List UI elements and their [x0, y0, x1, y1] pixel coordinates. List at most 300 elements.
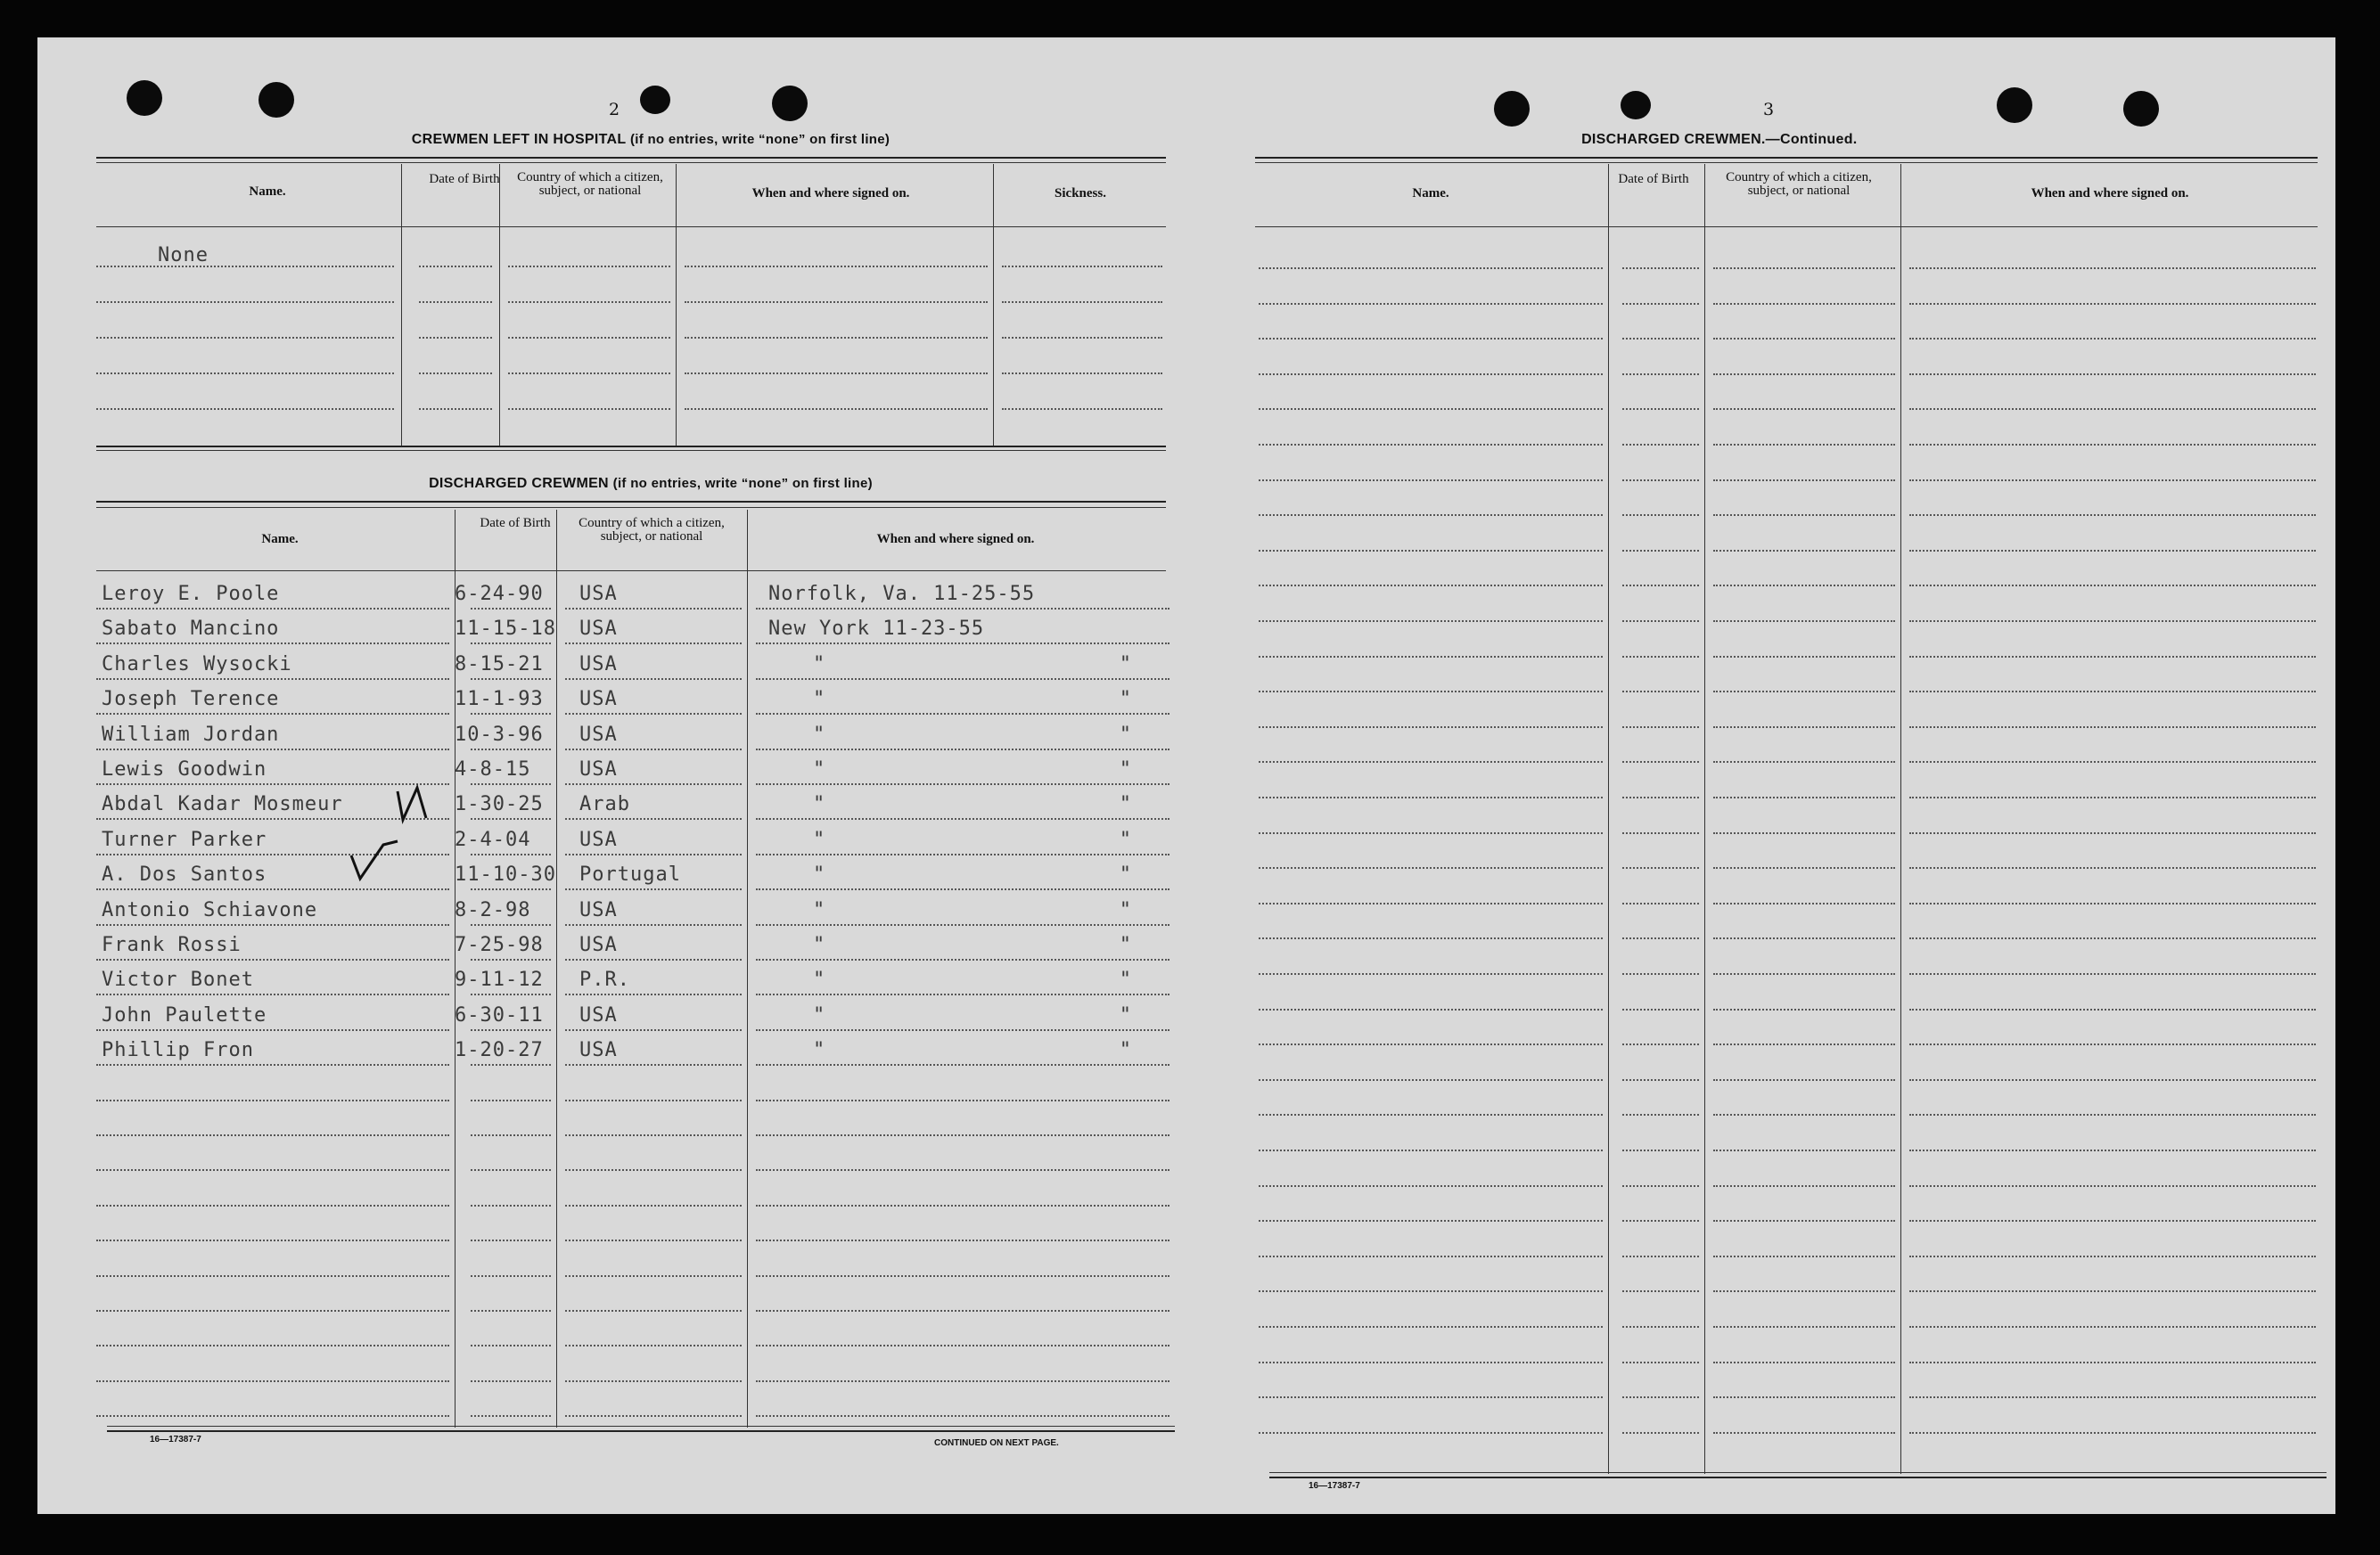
hospital-top-rule	[96, 157, 1166, 159]
crewman-country: USA	[579, 723, 618, 746]
crewman-dob: 10-3-96	[455, 723, 544, 746]
dotted-line	[508, 266, 670, 267]
dotted-line	[756, 888, 1169, 890]
dotted-line	[471, 642, 551, 644]
dotted-line	[1622, 761, 1699, 763]
dotted-line	[1259, 867, 1603, 869]
crewman-signed-on: " "	[813, 688, 1147, 711]
dotted-line	[508, 408, 670, 410]
dotted-line	[471, 888, 551, 890]
dotted-line	[1713, 973, 1895, 975]
dotted-line	[1622, 691, 1699, 692]
right-page-title: DISCHARGED CREWMEN.—Continued.	[1581, 132, 1858, 147]
dotted-line	[1259, 338, 1603, 340]
crewman-dob: 1-20-27	[455, 1039, 544, 1062]
crewman-signed-on: " "	[813, 1039, 1147, 1062]
discharged-bottom-rule	[107, 1426, 1175, 1427]
crewman-country: USA	[579, 898, 618, 921]
dotted-line	[756, 642, 1169, 644]
crewman-signed-on: " "	[813, 828, 1147, 851]
dotted-line	[96, 1240, 449, 1241]
dotted-line	[1713, 1432, 1895, 1434]
discharged-top-rule-2	[96, 507, 1166, 508]
dotted-line	[96, 888, 449, 890]
dotted-line	[1713, 408, 1895, 410]
dotted-line	[96, 1100, 449, 1101]
crewman-signed-on: " "	[813, 898, 1147, 921]
dotted-line	[756, 783, 1169, 785]
dotted-line	[96, 642, 449, 644]
dotted-line	[1622, 867, 1699, 869]
dotted-line	[471, 783, 551, 785]
dotted-line	[1713, 1079, 1895, 1081]
dotted-line	[565, 783, 742, 785]
dotted-line	[1713, 797, 1895, 798]
dotted-line	[1622, 338, 1699, 340]
dotted-line	[471, 1310, 551, 1312]
discharged-top-rule	[96, 501, 1166, 503]
dotted-line	[1259, 267, 1603, 269]
dotted-line	[1259, 479, 1603, 481]
hospital-entry-none: None	[158, 244, 209, 266]
dotted-line	[1713, 937, 1895, 939]
dotted-line	[1909, 1009, 2316, 1011]
hospital-subtitle-text: (if no entries, write “none” on first line)	[629, 132, 890, 147]
right-col-divider	[1704, 164, 1705, 1474]
dotted-line	[1713, 1114, 1895, 1116]
dotted-line	[96, 1134, 449, 1136]
hospital-header-rule	[96, 226, 1166, 227]
dotted-line	[1713, 620, 1895, 622]
right-header-rule	[1255, 226, 2318, 227]
dotted-line	[1259, 373, 1603, 375]
crewman-name: Abdal Kadar Mosmeur	[102, 793, 343, 816]
dotted-line	[565, 1169, 742, 1171]
right-top-rule	[1255, 157, 2318, 159]
dotted-line	[471, 1169, 551, 1171]
dotted-line	[1002, 301, 1162, 303]
crewman-name: Charles Wysocki	[102, 652, 292, 675]
dotted-line	[1259, 903, 1603, 904]
dotted-line	[756, 818, 1169, 820]
continued-note: CONTINUED ON NEXT PAGE.	[934, 1438, 1059, 1448]
dotted-line	[1713, 1009, 1895, 1011]
dotted-line	[471, 749, 551, 750]
crewman-signed-on: " "	[813, 863, 1147, 887]
crewman-dob: 8-15-21	[455, 652, 544, 675]
punch-hole	[1621, 91, 1651, 119]
dotted-line	[756, 959, 1169, 961]
discharged-col-divider	[556, 510, 557, 1428]
right-top-rule-2	[1255, 162, 2318, 163]
dotted-line	[471, 1275, 551, 1277]
right-col-signed: When and where signed on.	[2031, 186, 2189, 201]
dotted-line	[1622, 1043, 1699, 1045]
dotted-line	[565, 1100, 742, 1101]
dotted-line	[565, 1415, 742, 1417]
dotted-line	[471, 1134, 551, 1136]
dotted-line	[1909, 1290, 2316, 1292]
dotted-line	[96, 924, 449, 926]
dotted-line	[1622, 373, 1699, 375]
dotted-line	[471, 854, 551, 855]
dotted-line	[1909, 620, 2316, 622]
dotted-line	[1713, 585, 1895, 586]
hospital-title-text: CREWMEN LEFT IN HOSPITAL	[411, 132, 627, 147]
dotted-line	[756, 1169, 1169, 1171]
dotted-line	[756, 1345, 1169, 1346]
crewman-name: A. Dos Santos	[102, 863, 267, 887]
dotted-line	[1713, 903, 1895, 904]
discharged-header-rule	[96, 570, 1166, 571]
dotted-line	[1622, 973, 1699, 975]
dotted-line	[96, 1310, 449, 1312]
crewman-country: Portugal	[579, 863, 681, 887]
dotted-line	[565, 818, 742, 820]
check-mark-icon	[390, 782, 435, 825]
dotted-line	[756, 1205, 1169, 1207]
dotted-line	[1622, 267, 1699, 269]
punch-hole	[127, 80, 162, 116]
dotted-line	[1259, 1009, 1603, 1011]
dotted-line	[96, 1169, 449, 1171]
dotted-line	[1713, 303, 1895, 305]
dotted-line	[1002, 372, 1162, 374]
punch-hole	[1494, 91, 1530, 127]
dotted-line	[471, 1064, 551, 1066]
dotted-line	[1909, 267, 2316, 269]
dotted-line	[685, 337, 988, 339]
crewman-country: Arab	[579, 793, 630, 816]
dotted-line	[1622, 585, 1699, 586]
dotted-line	[756, 994, 1169, 995]
dotted-line	[1002, 266, 1162, 267]
discharged-col-name: Name.	[261, 532, 299, 546]
dotted-line	[1909, 1185, 2316, 1187]
dotted-line	[1259, 550, 1603, 552]
dotted-line	[756, 1064, 1169, 1066]
dotted-line	[1622, 1326, 1699, 1328]
crewman-dob: 6-24-90	[455, 583, 544, 605]
dotted-line	[1259, 514, 1603, 516]
dotted-line	[471, 959, 551, 961]
dotted-line	[1909, 832, 2316, 834]
dotted-line	[96, 994, 449, 995]
crewman-dob: 7-25-98	[455, 934, 544, 956]
dotted-line	[756, 608, 1169, 610]
form-number-left: 16—17387-7	[150, 1435, 201, 1445]
crewman-signed-on: " "	[813, 652, 1147, 675]
dotted-line	[1259, 691, 1603, 692]
dotted-line	[1259, 726, 1603, 728]
crewman-dob: 11-1-93	[455, 688, 544, 711]
dotted-line	[1259, 1256, 1603, 1257]
hospital-col-divider	[993, 164, 994, 447]
crewman-dob: 9-11-12	[455, 969, 544, 992]
dotted-line	[96, 1415, 449, 1417]
crewman-country: USA	[579, 583, 618, 605]
page-number-left: 2	[609, 100, 620, 119]
dotted-line	[508, 337, 670, 339]
dotted-line	[471, 1240, 551, 1241]
crewman-country: USA	[579, 618, 618, 641]
crewman-name: Lewis Goodwin	[102, 758, 267, 781]
crewman-signed-on: Norfolk, Va. 11-25-55	[768, 583, 1036, 605]
dotted-line	[1259, 1220, 1603, 1222]
punch-hole	[640, 86, 670, 114]
scanned-sheet	[37, 37, 2335, 1514]
hospital-section-title	[134, 132, 1168, 148]
dotted-line	[1713, 656, 1895, 658]
dotted-line	[96, 301, 394, 303]
right-col-divider	[1900, 164, 1901, 1474]
dotted-line	[1259, 1150, 1603, 1151]
discharged-subtitle-text: (if no entries, write “none” on first line)	[612, 476, 873, 491]
right-bottom-rule-2	[1269, 1477, 2327, 1478]
dotted-line	[1713, 444, 1895, 446]
dotted-line	[565, 713, 742, 715]
dotted-line	[1622, 1290, 1699, 1292]
dotted-line	[1713, 267, 1895, 269]
dotted-line	[1713, 867, 1895, 869]
dotted-line	[1622, 937, 1699, 939]
dotted-line	[1713, 1396, 1895, 1398]
dotted-line	[756, 713, 1169, 715]
dotted-line	[96, 408, 394, 410]
dotted-line	[1713, 1326, 1895, 1328]
dotted-line	[1259, 761, 1603, 763]
dotted-line	[1259, 1079, 1603, 1081]
dotted-line	[96, 678, 449, 680]
crewman-country: USA	[579, 1003, 618, 1027]
dotted-line	[419, 266, 492, 267]
dotted-line	[1909, 1114, 2316, 1116]
hospital-col-divider	[401, 164, 402, 447]
dotted-line	[96, 1205, 449, 1207]
discharged-col-signed: When and where signed on.	[876, 532, 1035, 546]
dotted-line	[471, 1345, 551, 1346]
dotted-line	[565, 1064, 742, 1066]
dotted-line	[508, 301, 670, 303]
dotted-line	[1259, 620, 1603, 622]
dotted-line	[565, 749, 742, 750]
dotted-line	[1909, 761, 2316, 763]
dotted-line	[1909, 373, 2316, 375]
dotted-line	[1713, 1290, 1895, 1292]
dotted-line	[1622, 832, 1699, 834]
dotted-line	[1622, 620, 1699, 622]
crewman-country: USA	[579, 652, 618, 675]
punch-hole	[2123, 91, 2159, 127]
crewman-dob: 6-30-11	[455, 1003, 544, 1027]
crewman-dob: 11-15-18	[455, 618, 556, 641]
crewman-name: Sabato Mancino	[102, 618, 280, 641]
dotted-line	[1259, 1396, 1603, 1398]
dotted-line	[1259, 937, 1603, 939]
dotted-line	[1259, 1326, 1603, 1328]
dotted-line	[1713, 1185, 1895, 1187]
dotted-line	[1622, 726, 1699, 728]
dotted-line	[1259, 1290, 1603, 1292]
dotted-line	[96, 266, 394, 267]
form-number-right: 16—17387-7	[1309, 1481, 1360, 1491]
dotted-line	[1909, 691, 2316, 692]
discharged-bottom-rule-2	[107, 1430, 1175, 1432]
dotted-line	[1622, 1432, 1699, 1434]
dotted-line	[471, 1380, 551, 1382]
dotted-line	[565, 1134, 742, 1136]
dotted-line	[756, 1134, 1169, 1136]
dotted-line	[1909, 973, 2316, 975]
dotted-line	[1909, 1256, 2316, 1257]
dotted-line	[1259, 656, 1603, 658]
dotted-line	[565, 1029, 742, 1031]
dotted-line	[1259, 1432, 1603, 1434]
dotted-line	[1713, 1256, 1895, 1257]
dotted-line	[756, 1275, 1169, 1277]
dotted-line	[1622, 550, 1699, 552]
dotted-line	[96, 713, 449, 715]
dotted-line	[1259, 1114, 1603, 1116]
dotted-line	[96, 608, 449, 610]
crewman-dob: 1-30-25	[455, 793, 544, 816]
dotted-line	[565, 924, 742, 926]
dotted-line	[1909, 1396, 2316, 1398]
crewman-signed-on: " "	[813, 758, 1147, 781]
dotted-line	[1713, 1220, 1895, 1222]
dotted-line	[471, 608, 551, 610]
dotted-line	[1622, 408, 1699, 410]
dotted-line	[1622, 1362, 1699, 1363]
dotted-line	[685, 372, 988, 374]
dotted-line	[1909, 1220, 2316, 1222]
dotted-line	[1909, 1150, 2316, 1151]
dotted-line	[565, 678, 742, 680]
discharged-title-text: DISCHARGED CREWMEN	[429, 476, 609, 491]
dotted-line	[756, 1415, 1169, 1417]
dotted-line	[1622, 797, 1699, 798]
dotted-line	[565, 959, 742, 961]
dotted-line	[1622, 303, 1699, 305]
dotted-line	[685, 266, 988, 267]
dotted-line	[1713, 1043, 1895, 1045]
hospital-col-name: Name.	[249, 184, 286, 199]
dotted-line	[1002, 337, 1162, 339]
crewman-country: USA	[579, 758, 618, 781]
crewman-dob: 11-10-30	[455, 863, 556, 887]
dotted-line	[1909, 338, 2316, 340]
dotted-line	[565, 608, 742, 610]
crewman-country: USA	[579, 688, 618, 711]
punch-hole	[772, 86, 808, 121]
dotted-line	[1909, 1079, 2316, 1081]
crewman-name: Phillip Fron	[102, 1039, 254, 1062]
punch-hole	[259, 82, 294, 118]
dotted-line	[565, 642, 742, 644]
dotted-line	[471, 713, 551, 715]
dotted-line	[1713, 761, 1895, 763]
dotted-line	[565, 888, 742, 890]
dotted-line	[471, 1415, 551, 1417]
dotted-line	[1909, 1362, 2316, 1363]
dotted-line	[1713, 1362, 1895, 1363]
dotted-line	[756, 1029, 1169, 1031]
crewman-signed-on: " "	[813, 934, 1147, 956]
hospital-col-divider	[499, 164, 500, 447]
dotted-line	[1622, 1396, 1699, 1398]
dotted-line	[1259, 832, 1603, 834]
dotted-line	[471, 994, 551, 995]
crewman-name: John Paulette	[102, 1003, 267, 1027]
crewman-name: Victor Bonet	[102, 969, 254, 992]
crewman-name: Leroy E. Poole	[102, 583, 280, 605]
dotted-line	[1909, 408, 2316, 410]
dotted-line	[1713, 550, 1895, 552]
crewman-country: P.R.	[579, 969, 630, 992]
discharged-section-title	[134, 476, 1168, 492]
crewman-dob: 2-4-04	[455, 828, 531, 851]
crewman-country: USA	[579, 828, 618, 851]
dotted-line	[1909, 903, 2316, 904]
crewman-name: Frank Rossi	[102, 934, 242, 956]
dotted-line	[471, 678, 551, 680]
dotted-line	[1909, 797, 2316, 798]
dotted-line	[1909, 444, 2316, 446]
dotted-line	[419, 337, 492, 339]
dotted-line	[1909, 550, 2316, 552]
dotted-line	[756, 924, 1169, 926]
dotted-line	[1259, 1185, 1603, 1187]
dotted-line	[1713, 479, 1895, 481]
discharged-col-dob: Date of Birth	[480, 516, 551, 530]
crewman-name: William Jordan	[102, 723, 280, 746]
crewman-country: USA	[579, 934, 618, 956]
dotted-line	[419, 301, 492, 303]
dotted-line	[96, 1064, 449, 1066]
dotted-line	[1713, 514, 1895, 516]
dotted-line	[756, 1240, 1169, 1241]
dotted-line	[96, 1380, 449, 1382]
dotted-line	[756, 678, 1169, 680]
dotted-line	[471, 1205, 551, 1207]
dotted-line	[1622, 1009, 1699, 1011]
right-col-dob: Date of Birth	[1618, 172, 1689, 186]
right-bottom-rule	[1269, 1472, 2327, 1473]
dotted-line	[1622, 444, 1699, 446]
dotted-line	[1909, 656, 2316, 658]
dotted-line	[1259, 1043, 1603, 1045]
dotted-line	[96, 1275, 449, 1277]
crewman-signed-on: " "	[813, 723, 1147, 746]
dotted-line	[1259, 444, 1603, 446]
dotted-line	[1909, 867, 2316, 869]
dotted-line	[1259, 1362, 1603, 1363]
hospital-bottom-rule	[96, 446, 1166, 447]
dotted-line	[1713, 1150, 1895, 1151]
dotted-line	[1622, 1079, 1699, 1081]
dotted-line	[1259, 797, 1603, 798]
dotted-line	[96, 1345, 449, 1346]
dotted-line	[1909, 1326, 2316, 1328]
hospital-col-dob: Date of Birth	[429, 172, 500, 186]
dotted-line	[1622, 656, 1699, 658]
dotted-line	[1909, 1043, 2316, 1045]
punch-hole	[1997, 87, 2032, 123]
right-col-country: Country of which a citizen, subject, or national	[1726, 170, 1872, 198]
discharged-col-country: Country of which a citizen, subject, or national	[579, 516, 725, 544]
hospital-col-sickness: Sickness.	[1055, 186, 1106, 201]
dotted-line	[1002, 408, 1162, 410]
